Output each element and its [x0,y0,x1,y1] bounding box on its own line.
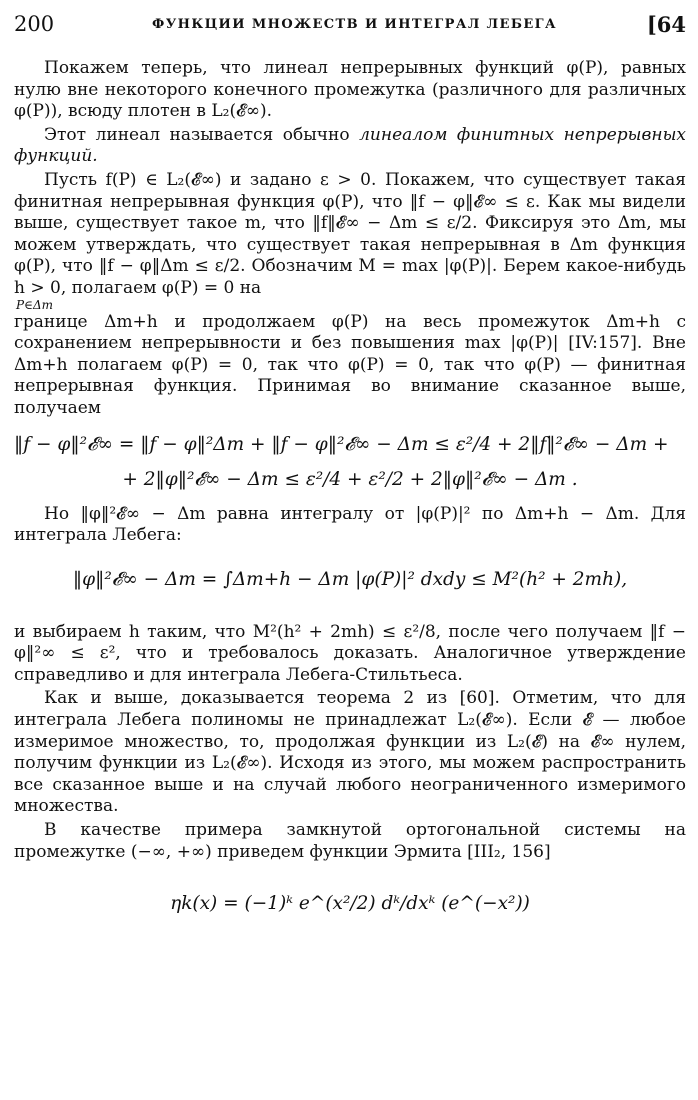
formula-1: ‖f − φ‖²𝓔∞ = ‖f − φ‖²Δm + ‖f − φ‖²𝓔∞ − Δm ≤ ε²/4 + 2‖f‖²𝓔∞ − Δm + [14,433,669,455]
paragraph-3-continuation: границе Δm+h и продолжаем φ(P) на весь промежуток Δm+h с сохранением непрерывности и без повышения max |φ(P)| [IV:157]. Вне Δm+h полагаем φ(P) = 0, так что φ(P) = 0, так что φ(P) — финитная непрерывная функция. Принимая во внимание сказанное выше, получаем [14,311,686,418]
section-number: [64 [646,12,686,37]
formula-2: + 2‖φ‖²𝓔∞ − Δm ≤ ε²/4 + ε²/2 + 2‖φ‖²𝓔∞ − Δm . [122,468,578,490]
paragraph-2 [14,125,686,168]
paragraph-4: Но ‖φ‖²𝓔∞ − Δm равна интегралу от |φ(P)|² по Δm+h − Δm. Для интеграла Лебега: [14,503,686,546]
paragraph-5: и выбираем h таким, что M²(h² + 2mh) ≤ ε²/8, после чего получаем ‖f − φ‖²∞ ≤ ε², что и требовалось доказать. Аналогичное утверждение справедливо и для интеграла Лебега-Стильтьеса. [14,621,686,685]
book-page [14,0,686,1100]
paragraph-1: Покажем теперь, что линеал непрерывных функций φ(P), равных нулю вне некоторого конечного промежутка (различного для различных φ(P)), всюду плотен в L₂(𝓔∞). [14,58,686,122]
formula-4: ηk(x) = (−1)ᵏ e^(x²/2) dᵏ/dxᵏ (e^(−x²)) [170,893,530,915]
paragraph-3-subscript: P∈Δm [16,297,54,312]
page-number: 200 [14,12,55,36]
paragraph-2-emphasis: линеалом финитных непрерывных функций. [14,124,687,167]
paragraph-3: Пусть f(P) ∈ L₂(𝓔∞) и задано ε > 0. Покажем, что существует такая финитная непрерывная функция φ(P), что ‖f − φ‖𝓔∞ ≤ ε. Как мы видели выше, существует такое m, что ‖f‖𝓔∞ − Δm ≤ ε/2. Фиксируя это Δm, мы можем утверждать, что существует такая непрерывная в Δm функция φ(P), что ‖f − φ‖Δm ≤ ε/2. Обозначим M = max |φ(P)|. Берем какое-нибудь h > 0, полагаем φ(P) = 0 на [14,169,686,298]
running-title: ФУНКЦИИ МНОЖЕСТВ И ИНТЕГРАЛ ЛЕБЕГА [152,17,558,32]
paragraph-2-start: Этот линеал называется обычно [44,124,350,145]
paragraph-7: В качестве примера замкнутой ортогональной системы на промежутке (−∞, +∞) приведем функции Эрмита [III₂, 156] [14,820,686,862]
formula-3: ‖φ‖²𝓔∞ − Δm = ∫Δm+h − Δm |φ(P)|² dxdy ≤ M²(h² + 2mh), [72,568,628,590]
page-header [14,12,686,40]
page-body [14,58,686,914]
paragraph-6: Как и выше, доказывается теорема 2 из [60]. Отметим, что для интеграла Лебега полиномы не принадлежат L₂(𝓔∞). Если 𝓔 — любое измеримое множество, то, продолжая функции из L₂(𝓔) на 𝓔∞ нулем, получим функции из L₂(𝓔∞). Исходя из этого, мы можем распространить все сказанное выше и на случай любого неограниченного измеримого множества. [14,688,686,817]
